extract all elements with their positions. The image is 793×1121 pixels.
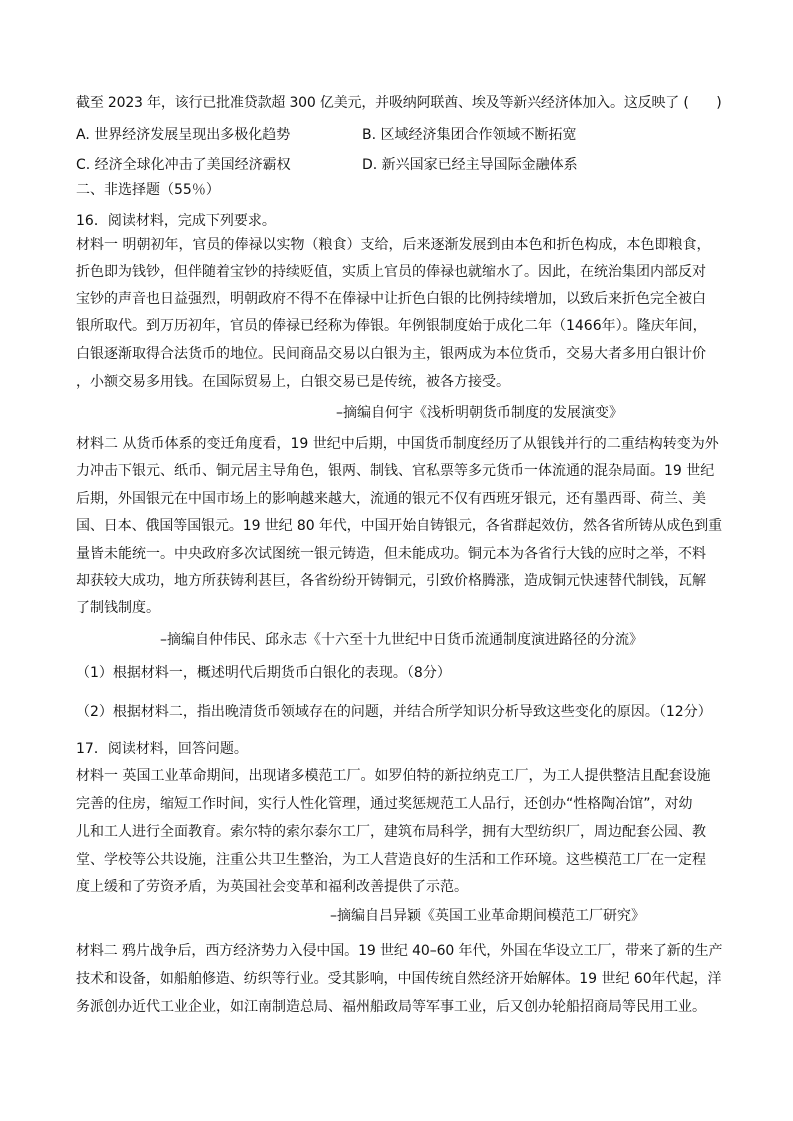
q16-material1-line: 银所取代。到万历初年，官员的俸禄已经称为俸银。年例银制度始于成化二年（1466年）。隆庆年间，	[76, 318, 707, 334]
q17-material1-line: 完善的住房，缩短工作时间，实行人性化管理，通过奖惩规范工人品行，还创办“性格陶冶馆”，对幼	[76, 796, 693, 812]
q16-subquestion-1: （1）根据材料一，概述明代后期货币白银化的表现。（8分）	[76, 665, 451, 681]
q16-material1-line: 折色即为钱钞，但伴随着宝钞的持续贬值，实质上官员的俸禄也就缩水了。因此，在统治集团内部反对	[76, 264, 706, 280]
section-title: 二、非选择题（55％）	[76, 182, 220, 198]
q16-material2-line: 力冲击下银元、纸币、铜元居主导角色，银两、制钱、官私票等多元货币一体流通的混杂局面。19 世纪	[76, 463, 715, 479]
q16-material2-source: –摘编自仲伟民、邱永志《十六至十九世纪中日货币流通制度演进路径的分流》	[160, 632, 643, 648]
q16-material2-line: 却获较大成功，地方所获铸利甚巨，各省纷纷开铸铜元，引致价格腾涨，造成铜元快速替代制钱，瓦解	[76, 573, 706, 589]
q16-material2-line: 国、日本、俄国等国银元。19 世纪 80 年代，中国开始自铸银元，各省群起效仿，然各省所铸从成色到重	[76, 518, 722, 534]
q16-material1-source: –摘编自何宇《浅析明朝货币制度的发展演变》	[336, 405, 623, 421]
q16-material2-line: 后期，外国银元在中国市场上的影响越来越大，流通的银元不仅有西班牙银元，还有墨西哥、荷兰、美	[76, 491, 706, 507]
q17-material1-line: 材料一 英国工业革命期间，出现诸多模范工厂。如罗伯特的新拉纳克工厂，为工人提供整洁且配套设施	[76, 768, 711, 784]
option-d: D. 新兴国家已经主导国际金融体系	[362, 157, 578, 173]
option-c: C. 经济全球化冲击了美国经济霸权	[76, 157, 291, 173]
q16-material2-line: 量皆未能统一。中央政府多次试图统一银元铸造，但未能成功。铜元本为各省行大钱的应时之举，不料	[76, 546, 706, 562]
q17-material1-line: 儿和工人进行全面教育。索尔特的索尔泰尔工厂，建筑布局科学，拥有大型纺织厂，周边配套公园、教	[76, 824, 706, 840]
q17-material2-line: 务派创办近代工业企业，如江南制造总局、福州船政局等军事工业，后又创办轮船招商局等民用工业。	[76, 999, 706, 1015]
q16-material1-line: 宝钞的声音也日益强烈，明朝政府不得不在俸禄中让折色白银的比例持续增加，以致后来折色完全被白	[76, 291, 706, 307]
q17-material1-line: 度上缓和了劳资矛盾，为英国社会变革和福利改善提供了示范。	[76, 879, 468, 895]
q16-material1-line: 白银逐渐取得合法货币的地位。民间商品交易以白银为主，银两成为本位货币，交易大者多用白银计价	[76, 346, 706, 362]
q16-material2-line: 材料二 从货币体系的变迁角度看，19 世纪中后期，中国货币制度经历了从银钱并行的二重结构转变为外	[76, 436, 719, 452]
option-b: B. 区域经济集团合作领域不断拓宽	[362, 127, 577, 143]
q16-material2-line: 了制钱制度。	[76, 600, 160, 616]
q16-material1-line: 材料一 明朝初年，官员的俸禄以实物（粮食）支给，后来逐渐发展到由本色和折色构成，本色即粮食，	[76, 237, 711, 253]
q17-material1-source: –摘编自吕异颖《英国工业革命期间模范工厂研究》	[330, 908, 645, 924]
q17-material2-line: 技术和设备，如船舶修造、纺织等行业。受其影响，中国传统自然经济开始解体。19 世纪 60年代起，洋	[76, 971, 722, 987]
q17-material1-line: 堂、学校等公共设施，注重公共卫生整治，为工人营造良好的生活和工作环境。这些模范工厂在一定程	[76, 852, 706, 868]
q16-material1-line: ，小额交易多用钱。在国际贸易上，白银交易已是传统，被各方接受。	[76, 374, 510, 390]
question-17-title: 17．阅读材料，回答问题。	[76, 741, 248, 757]
question-15-stem: 截至 2023 年，该行已批准贷款超 300 亿美元，并吸纳阿联酋、埃及等新兴经济体加入。这反映了 ( )	[76, 95, 722, 111]
question-16-title: 16．阅读材料，完成下列要求。	[76, 213, 276, 229]
q17-material2-line: 材料二 鸦片战争后，西方经济势力入侵中国。19 世纪 40–60 年代，外国在华设立工厂，带来了新的生产	[76, 943, 723, 959]
q16-subquestion-2: （2）根据材料二，指出晚清货币领域存在的问题，并结合所学知识分析导致这些变化的原因。（12分）	[76, 704, 712, 720]
option-a: A. 世界经济发展呈现出多极化趋势	[76, 127, 291, 143]
